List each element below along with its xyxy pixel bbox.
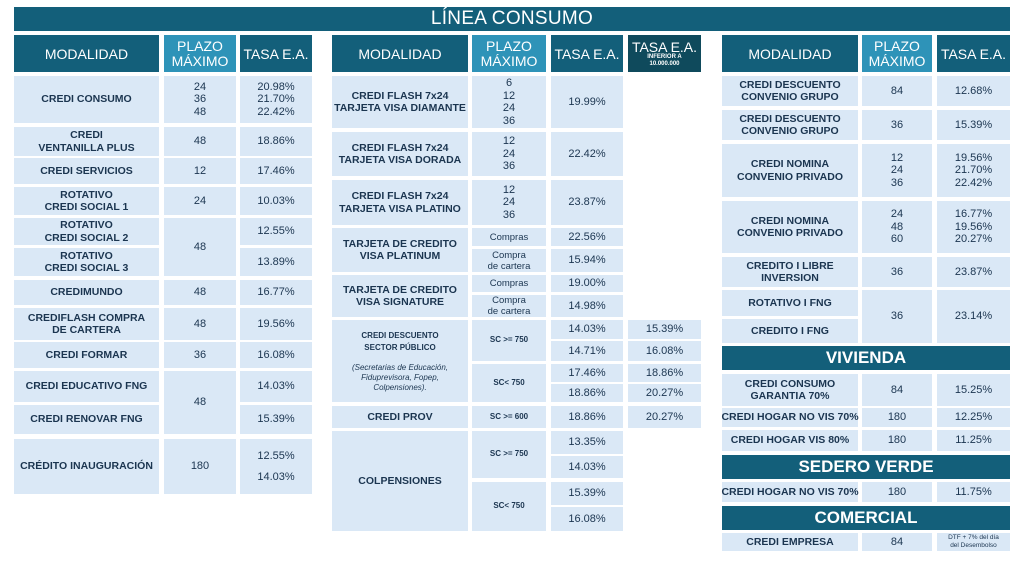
table1-header-plazo: PLAZO MÁXIMO	[164, 35, 236, 72]
table-row-plazo: 48	[164, 218, 236, 276]
section-vivienda: VIVIENDA	[722, 346, 1010, 370]
table-row-plazo: 24 36 48	[164, 76, 236, 123]
table-row-plazo: 48	[164, 308, 236, 340]
table-row-score: SC >= 750	[472, 320, 546, 361]
table3-header-tasa: TASA E.A.	[937, 35, 1010, 72]
table-row-name: CREDIFLASH COMPRA DE CARTERA	[14, 308, 159, 340]
table-row-tasa: 15.94%	[551, 249, 623, 272]
table-row-plazo: 24 48 60	[862, 201, 932, 253]
table-row-tasa-inferior: 15.39%	[628, 320, 701, 339]
table-row-name: CREDI SERVICIOS	[14, 158, 159, 184]
table-row-name: CREDI DESCUENTO CONVENIO GRUPO	[722, 76, 858, 106]
table1-header-modalidad: MODALIDAD	[14, 35, 159, 72]
section-comercial: COMERCIAL	[722, 506, 1010, 530]
table-row-name: CREDI HOGAR NO VIS 70%	[722, 482, 858, 502]
table-row-name: CREDI CONSUMO	[14, 76, 159, 123]
table-row-plazo: 36	[164, 342, 236, 368]
table-row-name: CREDI FORMAR	[14, 342, 159, 368]
table-row-name: CREDITO I FNG	[722, 319, 858, 343]
table-row-tasa: 14.03%	[240, 371, 312, 402]
table-row-name: CREDI NOMINA CONVENIO PRIVADO	[722, 144, 858, 197]
table-row-sub-label: Compra de cartera	[472, 249, 546, 272]
table-row-tasa: 12.55% 14.03%	[240, 439, 312, 494]
table-row-tasa: DTF + 7% del día del Desembolso	[937, 533, 1010, 551]
table-row-tasa: 11.75%	[937, 482, 1010, 502]
table-row-sub-label: Compra de cartera	[472, 295, 546, 317]
table-row-plazo: 84	[862, 76, 932, 106]
table-row-tasa: 17.46%	[240, 158, 312, 184]
table-row-tasa: 19.56%	[240, 308, 312, 340]
table-row-tasa: 14.98%	[551, 295, 623, 317]
table2-header-modalidad: MODALIDAD	[332, 35, 468, 72]
table-row-sub-label: Compras	[472, 275, 546, 292]
table-row-name: ROTATIVO I FNG	[722, 290, 858, 316]
table-row-name: CREDI HOGAR NO VIS 70%	[722, 408, 858, 427]
table-row-tasa: 19.99%	[551, 76, 623, 128]
table-row-name: ROTATIVO CREDI SOCIAL 2	[14, 218, 159, 245]
table-row-plazo: 12 24 36	[472, 180, 546, 225]
table-row-tasa: 13.35%	[551, 431, 623, 454]
table2-header-plazo: PLAZO MÁXIMO	[472, 35, 546, 72]
table-row-plazo: 12 24 36	[862, 144, 932, 197]
table-row-score: SC< 750	[472, 364, 546, 402]
table-row-sub-label: Compras	[472, 228, 546, 246]
table-row-name: ROTATIVO CREDI SOCIAL 3	[14, 248, 159, 276]
table-row-tasa-inferior: 16.08%	[628, 341, 701, 361]
table-row-tasa: 14.03%	[551, 456, 623, 478]
table-row-name: CREDI EDUCATIVO FNG	[14, 371, 159, 402]
table-row-name: CREDI FLASH 7x24 TARJETA VISA DIAMANTE	[332, 76, 468, 128]
table-row-tasa: 11.25%	[937, 430, 1010, 451]
table-row-plazo: 6 12 24 36	[472, 76, 546, 128]
table-row-tasa-inferior: 18.86%	[628, 364, 701, 382]
table-row-plazo: 84	[862, 533, 932, 551]
table-row-tasa: 12.25%	[937, 408, 1010, 427]
table-row-tasa: 13.89%	[240, 248, 312, 276]
table-row-name: CREDI VENTANILLA PLUS	[14, 127, 159, 156]
table-row-plazo: 48	[164, 127, 236, 156]
table-row-tasa: 15.39%	[551, 482, 623, 505]
table-row-tasa: 16.77%	[240, 280, 312, 305]
table-row-tasa: 12.55%	[240, 218, 312, 245]
table-row-plazo: 24	[164, 187, 236, 215]
table-row-name: CREDIMUNDO	[14, 280, 159, 305]
table-row-tasa: 15.39%	[937, 110, 1010, 140]
table-row-name: TARJETA DE CREDITO VISA PLATINUM	[332, 228, 468, 272]
table-row-tasa: 15.25%	[937, 374, 1010, 406]
table-row-name: CREDI HOGAR VIS 80%	[722, 430, 858, 451]
table-row-tasa: 23.87%	[551, 180, 623, 225]
table-row-plazo: 48	[164, 280, 236, 305]
table-row-tasa: 10.03%	[240, 187, 312, 215]
table-row-name: CREDITO I LIBRE INVERSION	[722, 257, 858, 287]
table-row-tasa: 14.03%	[551, 320, 623, 339]
table-row-tasa: 16.08%	[240, 342, 312, 368]
table-row-tasa: 19.00%	[551, 275, 623, 292]
table-row-tasa-inferior: 20.27%	[628, 406, 701, 428]
table-row-name: TARJETA DE CREDITO VISA SIGNATURE	[332, 275, 468, 317]
table-row-name: CREDI DESCUENTO SECTOR PÚBLICO (Secretarias de Educación, Fiduprevisora, Fopep, Colpensiones).	[332, 320, 468, 402]
table-row-name: CRÉDITO INAUGURACIÓN	[14, 439, 159, 494]
page-title: LÍNEA CONSUMO	[14, 7, 1010, 31]
table-row-name: CREDI RENOVAR FNG	[14, 405, 159, 434]
table-row-score: SC< 750	[472, 482, 546, 531]
table-row-name: CREDI DESCUENTO CONVENIO GRUPO	[722, 110, 858, 140]
table1-header-tasa: TASA E.A.	[240, 35, 312, 72]
table-row-tasa: 18.86%	[551, 384, 623, 402]
table-row-tasa: 22.56%	[551, 228, 623, 246]
table-row-name: CREDI FLASH 7x24 TARJETA VISA DORADA	[332, 132, 468, 176]
table-row-tasa: 23.14%	[937, 290, 1010, 343]
table-row-plazo: 84	[862, 374, 932, 406]
table-row-plazo: 48	[164, 371, 236, 434]
table-row-tasa: 19.56% 21.70% 22.42%	[937, 144, 1010, 197]
table-row-tasa: 18.86%	[240, 127, 312, 156]
table-row-tasa: 20.98% 21.70% 22.42%	[240, 76, 312, 123]
table-row-tasa-inferior: 20.27%	[628, 384, 701, 402]
table-row-tasa: 23.87%	[937, 257, 1010, 287]
table-row-plazo: 180	[164, 439, 236, 494]
table2-header-tasa-inferior: TASA E.A. INFERIOR A 10.000.000	[628, 35, 701, 72]
table-row-name: CREDI NOMINA CONVENIO PRIVADO	[722, 201, 858, 253]
table-row-name: ROTATIVO CREDI SOCIAL 1	[14, 187, 159, 215]
table-row-plazo: 180	[862, 430, 932, 451]
table-row-plazo: 36	[862, 110, 932, 140]
table-row-score: SC >= 600	[472, 406, 546, 428]
table-row-tasa: 22.42%	[551, 132, 623, 176]
table-row-name: COLPENSIONES	[332, 431, 468, 531]
table2-header-tasa: TASA E.A.	[551, 35, 623, 72]
table-row-tasa: 16.08%	[551, 507, 623, 531]
table-row-plazo: 180	[862, 482, 932, 502]
table-row-tasa: 12.68%	[937, 76, 1010, 106]
table-row-name: CREDI CONSUMO GARANTIA 70%	[722, 374, 858, 406]
table-row-plazo: 12	[164, 158, 236, 184]
table-row-plazo: 36	[862, 290, 932, 343]
table3-header-plazo: PLAZO MÁXIMO	[862, 35, 932, 72]
table-row-plazo: 12 24 36	[472, 132, 546, 176]
table3-header-modalidad: MODALIDAD	[722, 35, 858, 72]
table-row-tasa: 14.71%	[551, 341, 623, 361]
table-row-plazo: 180	[862, 408, 932, 427]
table-row-tasa: 15.39%	[240, 405, 312, 434]
table-row-tasa: 17.46%	[551, 364, 623, 382]
table-row-score: SC >= 750	[472, 431, 546, 478]
section-sedero-verde: SEDERO VERDE	[722, 455, 1010, 479]
table-row-name: CREDI FLASH 7x24 TARJETA VISA PLATINO	[332, 180, 468, 225]
table-row-tasa: 18.86%	[551, 406, 623, 428]
table-row-name: CREDI PROV	[332, 406, 468, 428]
table-row-plazo: 36	[862, 257, 932, 287]
table-row-name: CREDI EMPRESA	[722, 533, 858, 551]
table-row-tasa: 16.77% 19.56% 20.27%	[937, 201, 1010, 253]
